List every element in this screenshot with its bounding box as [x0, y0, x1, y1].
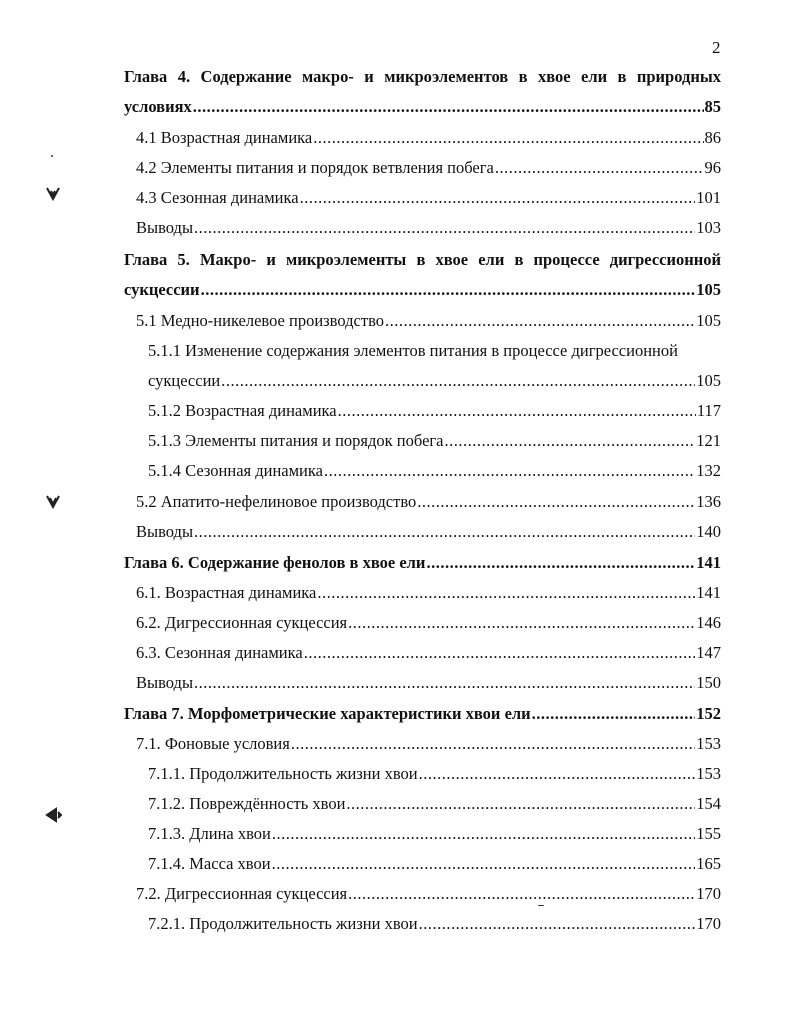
toc-entry: [148, 759, 721, 789]
toc-entry-label: 7.1.1. Продолжительность жизни хвои: [148, 764, 418, 783]
toc-entry-label: Выводы: [136, 218, 194, 237]
leader-dots: [346, 789, 695, 819]
toc-entry: [148, 789, 721, 819]
toc-entry-label: Выводы: [136, 673, 194, 692]
chapter-7-title: Глава 7. Морфометрические характеристики хвои ели: [124, 704, 531, 723]
toc-entry-label: 7.1.4. Масса хвои: [148, 854, 271, 873]
toc-entry-label: 7.2.1. Продолжительность жизни хвои: [148, 914, 418, 933]
toc-entry-label: 6.3. Сезонная динамика: [136, 643, 303, 662]
chapter-5-page: 105: [696, 280, 721, 299]
toc-entry: [136, 729, 721, 759]
toc-entry: [136, 183, 721, 213]
scan-speck: [538, 905, 544, 906]
toc-entry: [148, 819, 721, 849]
toc-entry-page: 170: [696, 884, 721, 903]
leader-dots: [194, 668, 695, 698]
leader-dots: [495, 153, 704, 183]
toc-entry-page: 165: [696, 854, 721, 873]
toc-entry-label: 5.1.1 Изменение содержания элементов питания в процессе дигрессионной: [148, 341, 678, 360]
toc-entry-label: 7.1.2. Повреждённость хвои: [148, 794, 346, 813]
leader-dots: [419, 759, 696, 789]
toc-entry-page: 147: [696, 643, 721, 662]
leader-dots: [201, 275, 696, 305]
toc-entry: [136, 517, 721, 547]
chapter-7-page: 152: [696, 704, 721, 723]
toc-entry: [136, 153, 721, 183]
toc-entry-label: 5.1.4 Сезонная динамика: [148, 461, 323, 480]
chapter-5-title-end: [124, 275, 721, 305]
toc-entry-label: 5.1.3 Элементы питания и порядок побега: [148, 431, 444, 450]
leader-dots: [338, 396, 696, 426]
scan-mark-icon: [44, 493, 62, 511]
toc-entry-label: 6.2. Дигрессионная сукцессия: [136, 613, 348, 632]
toc-entry: [136, 608, 721, 638]
leader-dots: [348, 879, 695, 909]
toc-entry-page: 146: [696, 613, 721, 632]
toc-entry-label: 5.1 Медно-никелевое производство: [136, 311, 384, 330]
toc-entry-label: Выводы: [136, 522, 194, 541]
toc-entry: [148, 396, 721, 426]
toc-entry-label: 7.1. Фоновые условия: [136, 734, 290, 753]
toc-entry-page: 140: [696, 522, 721, 541]
toc-entry-page: 136: [696, 492, 721, 511]
leader-dots: [272, 849, 696, 879]
toc-entry: [136, 487, 721, 517]
toc-entry-page: 101: [696, 188, 721, 207]
chapter-7-title-row: [124, 699, 721, 729]
leader-dots: [417, 487, 695, 517]
toc-entry-page: 103: [696, 218, 721, 237]
toc-entry-page: 105: [696, 311, 721, 330]
leader-dots: [221, 366, 695, 396]
toc-entry-page: 154: [696, 794, 721, 813]
chapter-4-title-end: [124, 92, 721, 122]
leader-dots: [291, 729, 695, 759]
toc-entry: [136, 879, 721, 909]
leader-dots: [419, 909, 696, 939]
leader-dots: [194, 517, 695, 547]
scan-mark-icon: [44, 185, 62, 203]
toc-entry-label: 4.3 Сезонная динамика: [136, 188, 299, 207]
toc-entry-page: 121: [696, 431, 721, 450]
toc-entry: [148, 909, 721, 939]
toc-entry: [136, 668, 721, 698]
toc-entry: [136, 123, 721, 153]
leader-dots: [304, 638, 696, 668]
chapter-4-page: 85: [704, 97, 721, 116]
page-number: 2: [712, 38, 721, 57]
chapter-5-title: Глава 5. Макро- и микроэлементы в хвое ели в процессе дигрессионной: [124, 250, 721, 269]
toc-entry-label: 7.2. Дигрессионная сукцессия: [136, 884, 348, 903]
toc-entry-label: 4.2 Элементы питания и порядок ветвления побега: [136, 158, 494, 177]
toc-entry-page: 105: [696, 371, 721, 390]
toc-entry: [148, 426, 721, 456]
scan-speck: [51, 155, 53, 157]
toc-entry: [136, 578, 721, 608]
leader-dots: [317, 578, 695, 608]
toc-entry-page: 150: [696, 673, 721, 692]
toc-entry: [136, 213, 721, 243]
toc-entry: [148, 456, 721, 486]
toc-entry-page: 153: [696, 734, 721, 753]
chapter-6-title: Глава 6. Содержание фенолов в хвое ели: [124, 553, 426, 572]
toc-entry: [136, 638, 721, 668]
leader-dots: [348, 608, 695, 638]
leader-dots: [532, 699, 696, 729]
toc-entry-page: 86: [704, 128, 721, 147]
chapter-4-title-cont: условиях: [124, 97, 192, 116]
chapter-6-page: 141: [696, 553, 721, 572]
toc-entry-label: 5.1.2 Возрастная динамика: [148, 401, 337, 420]
toc-entry-page: 170: [696, 914, 721, 933]
leader-dots: [313, 123, 703, 153]
toc-entry-page: 117: [696, 401, 721, 420]
leader-dots: [272, 819, 695, 849]
toc-entry-label: 7.1.3. Длина хвои: [148, 824, 271, 843]
leader-dots: [193, 92, 704, 122]
leader-dots: [324, 456, 695, 486]
toc-entry-page: 155: [696, 824, 721, 843]
toc-entry: [136, 306, 721, 336]
scan-mark-icon: [44, 806, 64, 824]
toc-entry-page: 141: [696, 583, 721, 602]
chapter-5-title-cont: сукцессии: [124, 280, 200, 299]
toc-entry-page: 132: [696, 461, 721, 480]
leader-dots: [444, 426, 695, 456]
toc-entry-label: 6.1. Возрастная динамика: [136, 583, 317, 602]
leader-dots: [385, 306, 695, 336]
toc-entry: [148, 849, 721, 879]
leader-dots: [194, 213, 695, 243]
leader-dots: [426, 548, 695, 578]
chapter-6-title-row: [124, 548, 721, 578]
toc-entry-label: 5.2 Апатито-нефелиновое производство: [136, 492, 417, 511]
toc-entry-page: 153: [696, 764, 721, 783]
toc-entry-label: 4.1 Возрастная динамика: [136, 128, 313, 147]
toc-entry: [148, 366, 721, 396]
leader-dots: [300, 183, 696, 213]
toc-entry-label-cont: сукцессии: [148, 371, 221, 390]
toc-entry-page: 96: [704, 158, 721, 177]
chapter-4-title: Глава 4. Содержание макро- и микроэлементов в хвое ели в природных: [124, 67, 721, 86]
